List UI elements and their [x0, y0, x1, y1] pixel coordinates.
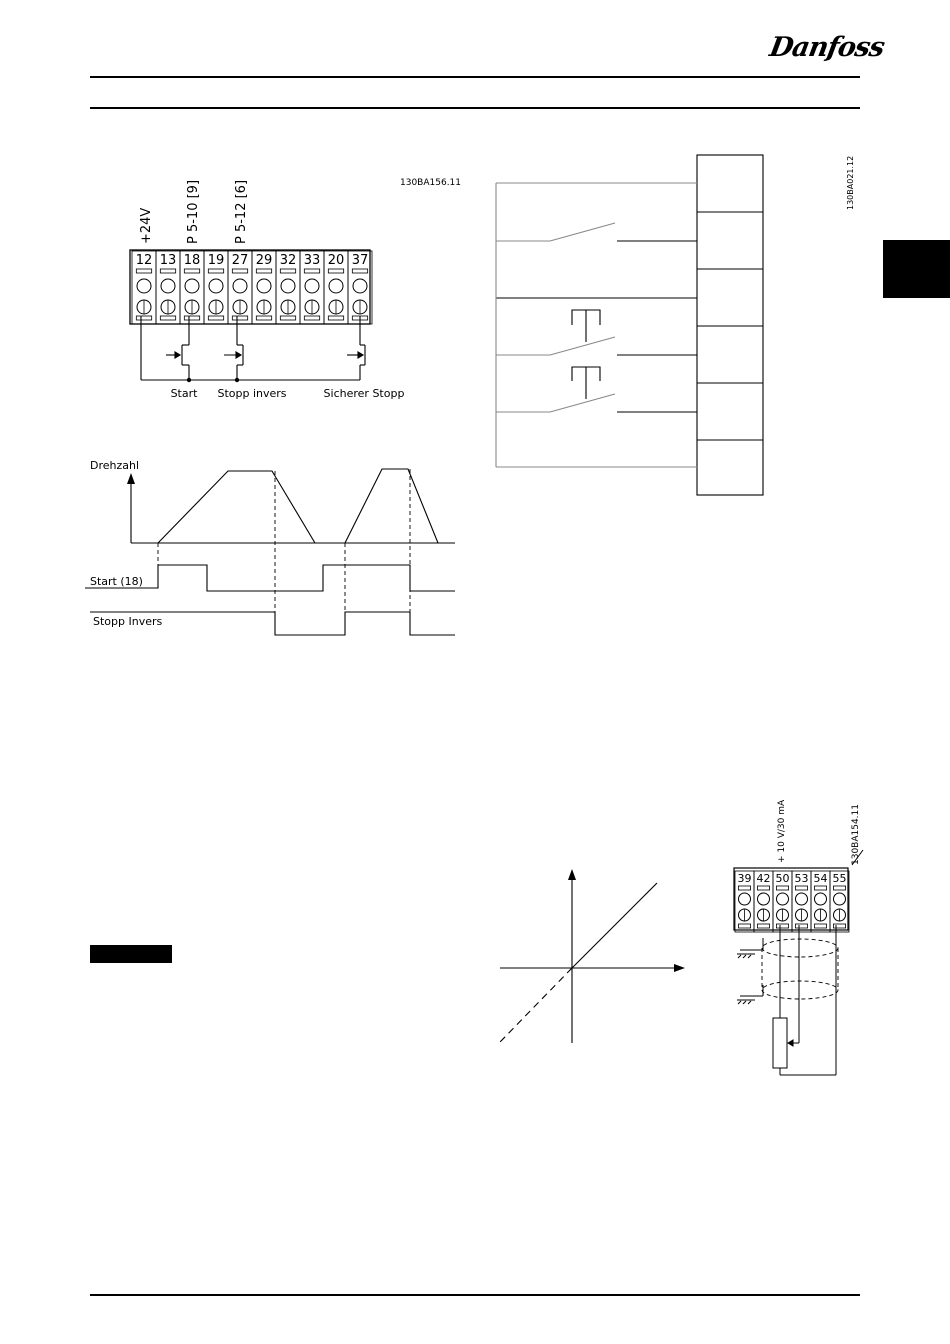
- start-signal-label: Start (18): [90, 575, 143, 588]
- param-label-18: P 5-10 [9]: [186, 179, 201, 244]
- analog-terminal-number: 53: [794, 872, 809, 885]
- figure-analog-terminal: [725, 800, 875, 1090]
- switch-label-start: Start: [170, 387, 198, 400]
- switch-schematic: [490, 145, 870, 505]
- danfoss-logo: Danfoss: [767, 32, 887, 63]
- terminal-wiring-diagram: [100, 140, 480, 410]
- control-terminal-number: 13: [159, 253, 177, 268]
- control-terminal-12: [132, 251, 156, 324]
- switch-label-stopp-invers: Stopp invers: [217, 387, 287, 400]
- control-terminal-29: [252, 251, 276, 324]
- control-terminal-number: 27: [231, 253, 249, 268]
- analog-terminal-39: [735, 871, 754, 932]
- analog-terminal-55: [830, 871, 849, 932]
- figure-linear-characteristic: [495, 865, 695, 1050]
- control-terminal-number: 33: [303, 253, 321, 268]
- analog-terminal-number: 55: [832, 872, 847, 885]
- analog-terminal-53: [792, 871, 811, 932]
- speed-axis-label: Drehzahl: [90, 459, 140, 472]
- figure-timing-diagram: [85, 455, 465, 655]
- linear-characteristic-diagram: [495, 865, 695, 1050]
- figure-terminal-wiring: [100, 140, 480, 410]
- figure-code-label: 130BA156.11: [400, 178, 462, 188]
- analog-terminal-number: 39: [737, 872, 752, 885]
- stop-signal-label: Stopp Invers: [93, 615, 163, 628]
- control-terminal-number: 19: [207, 253, 225, 268]
- footer-rule: [90, 1294, 860, 1296]
- control-terminal-20: [324, 251, 348, 324]
- supply-24v-label: +24V: [139, 207, 154, 244]
- control-terminal-number: 32: [279, 253, 297, 268]
- analog-terminal-42: [754, 871, 773, 932]
- control-terminal-number: 29: [255, 253, 273, 268]
- header-rule-top: [90, 76, 860, 78]
- supply-10v-label: + 10 V/30 mA: [777, 800, 787, 863]
- analog-figure-code-label: 130BA154.11: [851, 803, 861, 865]
- timing-diagram: [85, 455, 465, 655]
- analog-terminal-number: 42: [756, 872, 771, 885]
- control-terminal-number: 12: [135, 253, 153, 268]
- control-terminal-13: [156, 251, 180, 324]
- control-terminal-number: 18: [183, 253, 201, 268]
- analog-terminal-number: 54: [813, 872, 828, 885]
- control-terminal-19: [204, 251, 228, 324]
- figure-switch-schematic: [490, 145, 870, 505]
- analog-terminal-54: [811, 871, 830, 932]
- control-terminal-32: [276, 251, 300, 324]
- control-terminal-18: [180, 251, 204, 324]
- note-label-box: [90, 945, 172, 963]
- control-terminal-27: [228, 251, 252, 324]
- switch-label-safe-stop: Sicherer Stopp: [323, 387, 405, 400]
- control-terminal-number: 20: [327, 253, 345, 268]
- analog-terminal-number: 50: [775, 872, 790, 885]
- schematic-code-label: 130BA021.12: [846, 155, 855, 210]
- control-terminal-33: [300, 251, 324, 324]
- header-rule-bottom: [90, 107, 860, 109]
- analog-terminal-50: [773, 871, 792, 932]
- control-terminal-37: [348, 251, 372, 324]
- control-terminal-number: 37: [351, 253, 369, 268]
- analog-terminal-diagram: [725, 800, 875, 1090]
- chapter-tab-marker: [883, 240, 950, 298]
- param-label-27: P 5-12 [6]: [234, 179, 249, 244]
